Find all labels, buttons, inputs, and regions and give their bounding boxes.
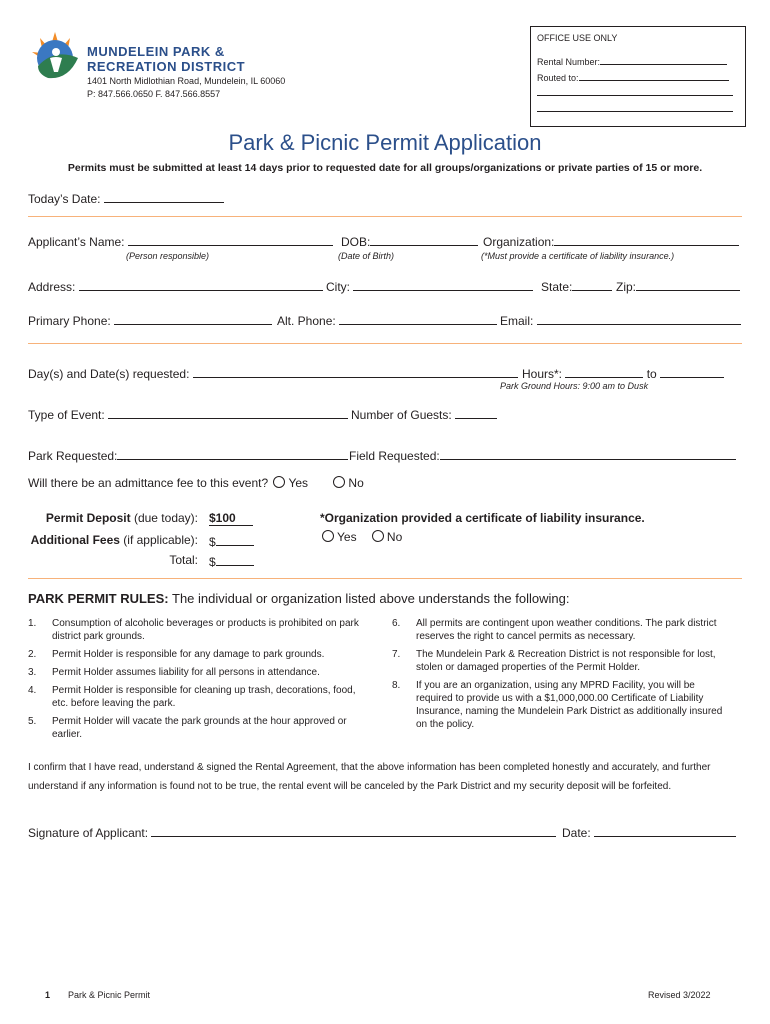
certificate-no-radio[interactable] xyxy=(372,530,384,542)
applicant-name-field[interactable] xyxy=(128,233,333,246)
rental-number-label: Rental Number: xyxy=(537,57,601,67)
rules-left-column xyxy=(28,617,373,746)
confirmation-statement: I confirm that I have read, understand & signed the Rental Agreement, that the above information has been completed honestly and accurately, and further understand if any information is found not to be true, the rental event will be canceled by the Park District and my security deposit will be forfeited. xyxy=(28,762,711,792)
rule-number: 7. xyxy=(392,649,401,660)
signature-date-field[interactable] xyxy=(594,824,736,837)
admittance-no-radio[interactable] xyxy=(333,476,345,488)
event-type-field[interactable] xyxy=(108,406,348,419)
rule-number: 8. xyxy=(392,680,401,691)
rule-number: 6. xyxy=(392,618,401,629)
rule-text: Permit Holder is responsible for cleaning up trash, decorations, food, etc. before leaving the park. xyxy=(52,685,356,709)
address-field[interactable] xyxy=(79,278,323,291)
divider xyxy=(28,343,742,344)
alt-phone-label: Alt. Phone: xyxy=(277,314,336,328)
dob-field[interactable] xyxy=(370,233,478,246)
routed-to-field[interactable] xyxy=(579,71,729,81)
park-requested-label: Park Requested: xyxy=(28,449,118,463)
rental-number-field[interactable] xyxy=(600,55,727,65)
permit-deposit-label: Permit Deposit xyxy=(45,511,131,525)
email-label: Email: xyxy=(500,314,534,328)
rule-number: 4. xyxy=(28,685,37,696)
field-requested-field[interactable] xyxy=(440,447,736,460)
total-dollar: $ xyxy=(209,555,216,569)
applicant-name-sub: (Person responsible) xyxy=(126,251,210,261)
rules-intro: The individual or organization listed above understands the following: xyxy=(172,591,570,606)
footer-revised: Revised 3/2022 xyxy=(648,990,711,1000)
total-label: Total: xyxy=(169,553,198,567)
additional-fees-field[interactable] xyxy=(216,533,254,546)
org-name-line1: MUNDELEIN PARK & xyxy=(87,44,225,59)
city-label: City: xyxy=(326,280,350,294)
total-field[interactable] xyxy=(216,553,254,566)
org-name-line2: RECREATION DISTRICT xyxy=(87,59,246,74)
office-use-title: OFFICE USE ONLY xyxy=(537,33,618,43)
todays-date-field[interactable] xyxy=(104,190,224,203)
dob-sub: (Date of Birth) xyxy=(338,251,395,261)
organization-sub: (*Must provide a certificate of liability insurance.) xyxy=(481,251,675,261)
office-line-4[interactable] xyxy=(537,111,733,112)
hours-end-field[interactable] xyxy=(660,365,724,378)
admittance-yes-label: Yes xyxy=(288,476,309,490)
submission-notice: Permits must be submitted at least 14 days prior to requested date for all groups/organizations or private parties of 15 or more. xyxy=(67,162,703,174)
rule-number: 5. xyxy=(28,716,37,727)
primary-phone-field[interactable] xyxy=(114,312,272,325)
state-label: State: xyxy=(541,280,573,294)
rules-right-column xyxy=(392,617,727,736)
city-field[interactable] xyxy=(353,278,533,291)
hours-to-label: to xyxy=(646,367,657,381)
permit-deposit-value: $100 xyxy=(209,511,253,526)
divider xyxy=(28,216,742,217)
state-field[interactable] xyxy=(572,278,612,291)
permit-deposit-note: (due today): xyxy=(133,511,198,525)
rule-number: 2. xyxy=(28,649,37,660)
rule-item xyxy=(28,715,373,741)
signature-label: Signature of Applicant: xyxy=(28,826,149,840)
park-hours-note: Park Ground Hours: 9:00 am to Dusk xyxy=(500,381,649,391)
rule-text: Permit Holder will vacate the park grounds at the hour approved or earlier. xyxy=(52,716,347,740)
routed-to-label: Routed to: xyxy=(537,73,579,83)
zip-label: Zip: xyxy=(616,280,637,294)
rule-text: All permits are contingent upon weather conditions. The park district reserves the right to cancel permits as necessary. xyxy=(416,618,717,642)
signature-date-label: Date: xyxy=(562,826,591,840)
organization-label: Organization: xyxy=(483,235,555,249)
rule-text: If you are an organization, using any MPRD Facility, you will be required to provide us with a $1,000,000.00 Certificate of Liability Insurance, naming the Mundelein Park District as additionally insured on the policy. xyxy=(416,680,723,730)
field-requested-label: Field Requested: xyxy=(349,449,440,463)
park-requested-field[interactable] xyxy=(117,447,348,460)
footer-doc-name: Park & Picnic Permit xyxy=(68,990,151,1000)
rule-item xyxy=(28,617,373,643)
days-dates-label: Day(s) and Date(s) requested: xyxy=(28,367,190,381)
rule-item xyxy=(28,666,373,679)
rule-number: 1. xyxy=(28,618,37,629)
organization-field[interactable] xyxy=(554,233,739,246)
primary-phone-label: Primary Phone: xyxy=(28,314,111,328)
rule-number: 3. xyxy=(28,667,37,678)
hours-start-field[interactable] xyxy=(565,365,643,378)
additional-fees-note: (if applicable): xyxy=(123,533,198,547)
additional-fees-dollar: $ xyxy=(209,535,216,549)
footer-page-number: 1 xyxy=(45,990,51,1000)
divider xyxy=(28,578,742,579)
additional-fees-label: Additional Fees xyxy=(30,533,120,547)
district-logo xyxy=(28,28,82,82)
zip-field[interactable] xyxy=(636,278,740,291)
org-phone: P: 847.566.0650 F. 847.566.8557 xyxy=(87,89,221,99)
address-label: Address: xyxy=(28,280,76,294)
signature-field[interactable] xyxy=(151,824,556,837)
org-name xyxy=(87,44,245,74)
alt-phone-field[interactable] xyxy=(339,312,497,325)
admittance-yes-radio[interactable] xyxy=(273,476,285,488)
rule-text: Permit Holder is responsible for any damage to park grounds. xyxy=(52,649,325,660)
rule-item xyxy=(28,684,373,710)
rule-text: The Mundelein Park & Recreation District is not responsible for lost, stolen or damaged properties of the Permit Holder. xyxy=(416,649,716,673)
admittance-no-label: No xyxy=(348,476,364,490)
rule-item xyxy=(392,679,727,731)
certificate-no-label: No xyxy=(386,530,403,544)
todays-date-label: Today’s Date: xyxy=(28,192,101,206)
email-field[interactable] xyxy=(537,312,741,325)
guests-label: Number of Guests: xyxy=(351,408,452,422)
event-type-label: Type of Event: xyxy=(28,408,105,422)
rule-item xyxy=(392,648,727,674)
rule-item xyxy=(28,648,373,661)
certificate-yes-radio[interactable] xyxy=(322,530,334,542)
office-use-box xyxy=(530,26,746,127)
hours-label: Hours*: xyxy=(522,367,563,381)
rules-heading: PARK PERMIT RULES: xyxy=(28,591,169,606)
guests-field[interactable] xyxy=(455,406,497,419)
certificate-yes-label: Yes xyxy=(337,530,357,544)
office-line-3[interactable] xyxy=(537,95,733,96)
org-address: 1401 North Midlothian Road, Mundelein, IL 60060 xyxy=(87,76,286,86)
days-dates-field[interactable] xyxy=(193,365,518,378)
rule-item xyxy=(392,617,727,643)
admittance-question: Will there be an admittance fee to this event? xyxy=(28,476,269,490)
rule-text: Permit Holder assumes liability for all persons in attendance. xyxy=(52,667,320,678)
dob-label: DOB: xyxy=(341,235,371,249)
certificate-question: *Organization provided a certificate of liability insurance. xyxy=(320,511,645,525)
applicant-name-label: Applicant’s Name: xyxy=(28,235,125,249)
rule-text: Consumption of alcoholic beverages or products is prohibited on park district park grounds. xyxy=(52,618,359,642)
page-title: Park & Picnic Permit Application xyxy=(228,130,542,155)
